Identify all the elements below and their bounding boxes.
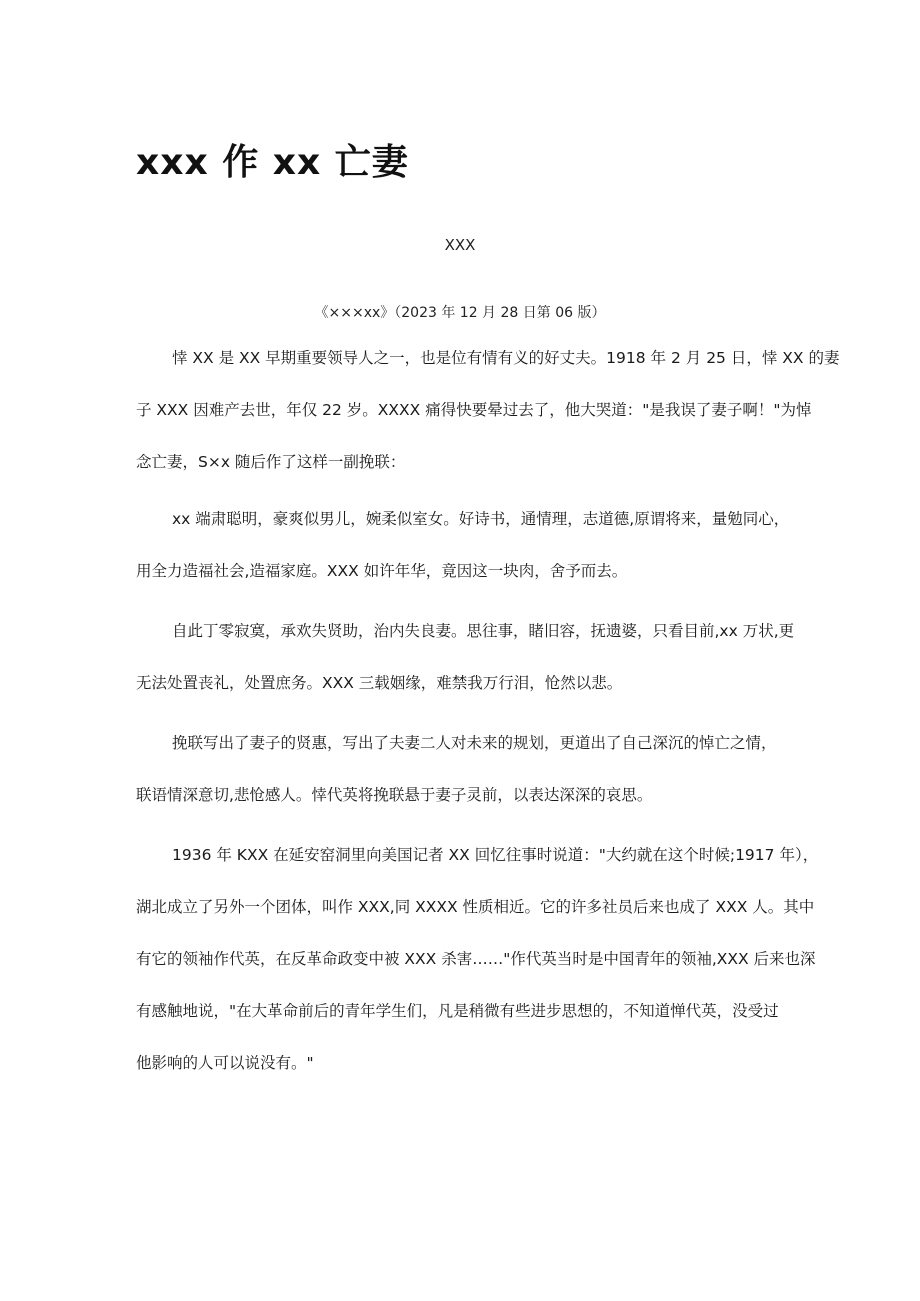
paragraph-2 [136, 493, 788, 597]
paragraph-line: xx 端肃聪明，豪爽似男儿，婉柔似室女。好诗书，通情理，志道德,原谓将来，量勉同心， [172, 510, 790, 528]
paragraph-line: 悻 XX 是 XX 早期重要领导人之一，也是位有情有义的好丈夫。1918 年 2 月 25 日，悻 XX 的妻 [172, 349, 840, 367]
paragraph-line: 1936 年 KXX 在延安窑洞里向美国记者 XX 回忆往事时说道："大约就在这个时候;1917 年）， [172, 846, 819, 864]
paragraph-line: 子 XXX 因难产去世，年仅 22 岁。XXXX 痛得快要晕过去了，他大哭道："是我误了妻子啊！"为悼 [136, 401, 812, 419]
paragraph-line: 用全力造福社会,造福家庭。XXX 如许年华，竟因这一块肉，舍予而去。 [136, 562, 628, 580]
paragraph-line: 自此丁零寂寞，承欢失贤助，治内失良妻。思往事，睹旧容，抚遗婆，只看目前,xx 万状,更 [172, 622, 795, 640]
source-citation: 《×××xx》（2023 年 12 月 28 日第 06 版） [314, 305, 606, 321]
author-name: XXX [444, 236, 476, 254]
paragraph-5 [136, 829, 819, 1089]
paragraph-line: 有它的领袖作代英，在反革命政变中被 XXX 杀害……"作代英当时是中国青年的领袖,XXX 后来也深 [136, 950, 816, 968]
paragraph-line: 有感触地说，"在大革命前后的青年学生们，凡是稍微有些进步思想的，不知道惮代英，没受过 [136, 1002, 779, 1020]
paragraph-1 [136, 332, 840, 488]
paragraph-line: 他影响的人可以说没有。" [136, 1054, 314, 1072]
paragraph-line: 湖北成立了另外一个团体，叫作 XXX,同 XXXX 性质相近。它的许多社员后来也成了 XXX 人。其中 [136, 898, 815, 916]
paragraph-line: 无法处置丧礼，处置庶务。XXX 三载姻缘，难禁我万行泪，怆然以悲。 [136, 674, 623, 692]
paragraph-line: 念亡妻，S×x 随后作了这样一副挽联： [136, 453, 406, 471]
document-title: xxx 作 xx 亡妻 [136, 142, 409, 183]
paragraph-4 [136, 717, 788, 821]
paragraph-line: 联语情深意切,悲怆感人。悻代英将挽联悬于妻子灵前，以表达深深的哀思。 [136, 786, 653, 804]
paragraph-3 [136, 605, 795, 709]
paragraph-line: 挽联写出了妻子的贤惠，写出了夫妻二人对未来的规划，更道出了自己深沉的悼亡之情， [172, 734, 777, 752]
